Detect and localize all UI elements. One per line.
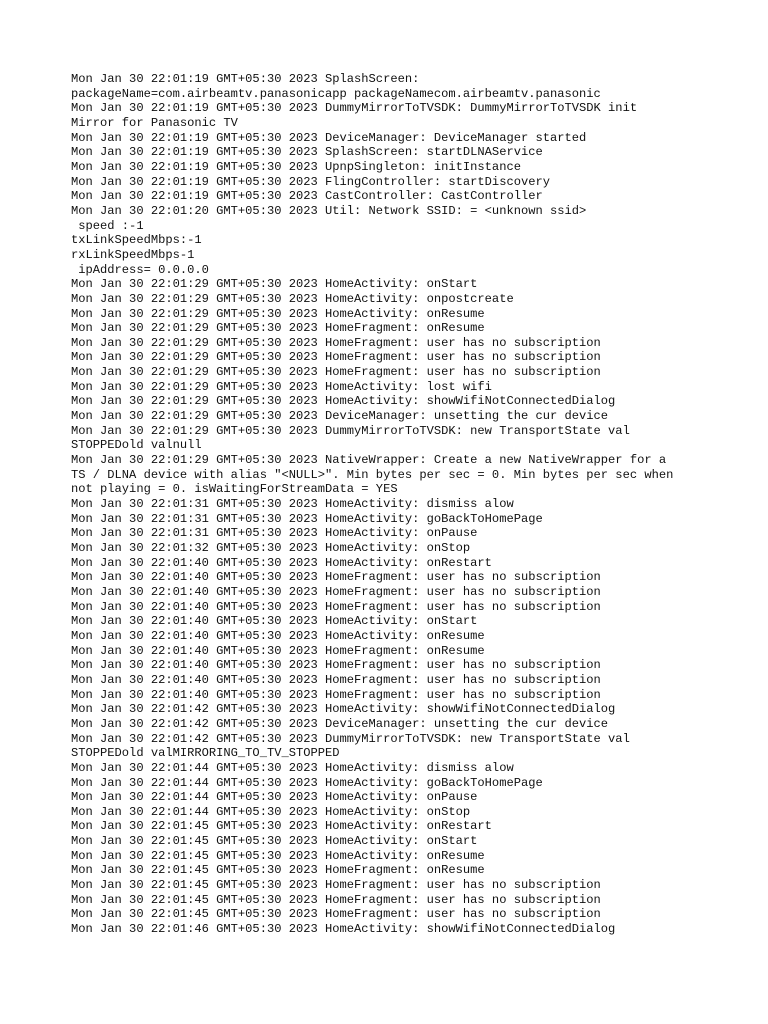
log-line: Mon Jan 30 22:01:19 GMT+05:30 2023 CastController: CastController bbox=[71, 189, 543, 204]
log-line: Mon Jan 30 22:01:45 GMT+05:30 2023 HomeActivity: onResume bbox=[71, 848, 485, 863]
log-line: Mon Jan 30 22:01:19 GMT+05:30 2023 SplashScreen: startDLNAService bbox=[71, 145, 543, 160]
log-line: Mirror for Panasonic TV bbox=[71, 115, 238, 130]
log-line: Mon Jan 30 22:01:19 GMT+05:30 2023 FlingController: startDiscovery bbox=[71, 174, 550, 189]
log-line: Mon Jan 30 22:01:45 GMT+05:30 2023 HomeFragment: onResume bbox=[71, 863, 485, 878]
log-line: Mon Jan 30 22:01:44 GMT+05:30 2023 HomeActivity: onStop bbox=[71, 804, 471, 819]
log-line: Mon Jan 30 22:01:42 GMT+05:30 2023 HomeActivity: showWifiNotConnectedDialog bbox=[71, 702, 616, 717]
log-line: Mon Jan 30 22:01:32 GMT+05:30 2023 HomeActivity: onStop bbox=[71, 541, 471, 555]
log-line: Mon Jan 30 22:01:20 GMT+05:30 2023 Util: Network SSID: = <unknown ssid> bbox=[71, 203, 587, 218]
log-line: Mon Jan 30 22:01:31 GMT+05:30 2023 HomeActivity: dismiss alow bbox=[71, 497, 514, 512]
log-line: Mon Jan 30 22:01:40 GMT+05:30 2023 HomeFragment: user has no subscription bbox=[71, 584, 601, 599]
log-lines bbox=[71, 72, 711, 937]
log-line: not playing = 0. isWaitingForStreamData = YES bbox=[71, 482, 398, 497]
log-line: rxLinkSpeedMbps-1 bbox=[71, 247, 195, 262]
log-line: Mon Jan 30 22:01:29 GMT+05:30 2023 HomeActivity: onpostcreate bbox=[71, 291, 514, 306]
log-line: Mon Jan 30 22:01:44 GMT+05:30 2023 HomeActivity: dismiss alow bbox=[71, 760, 514, 775]
log-line: Mon Jan 30 22:01:29 GMT+05:30 2023 DeviceManager: unsetting the cur device bbox=[71, 409, 609, 424]
log-line: Mon Jan 30 22:01:19 GMT+05:30 2023 UpnpSingleton: initInstance bbox=[71, 159, 521, 174]
log-line: Mon Jan 30 22:01:19 GMT+05:30 2023 DeviceManager: DeviceManager started bbox=[71, 130, 587, 145]
log-line: Mon Jan 30 22:01:40 GMT+05:30 2023 HomeActivity: onResume bbox=[71, 628, 485, 643]
log-line: Mon Jan 30 22:01:29 GMT+05:30 2023 NativeWrapper: Create a new NativeWrapper for a bbox=[71, 453, 667, 468]
log-line: Mon Jan 30 22:01:29 GMT+05:30 2023 DummyMirrorToTVSDK: new TransportState val bbox=[71, 423, 630, 438]
log-line: txLinkSpeedMbps:-1 bbox=[71, 233, 202, 248]
log-line: Mon Jan 30 22:01:19 GMT+05:30 2023 DummyMirrorToTVSDK: DummyMirrorToTVSDK init bbox=[71, 101, 638, 116]
log-line: STOPPEDold valMIRRORING_TO_TV_STOPPED bbox=[71, 746, 340, 761]
log-line: Mon Jan 30 22:01:31 GMT+05:30 2023 HomeActivity: goBackToHomePage bbox=[71, 511, 543, 526]
log-line: Mon Jan 30 22:01:19 GMT+05:30 2023 SplashScreen: bbox=[71, 72, 420, 86]
log-line: Mon Jan 30 22:01:45 GMT+05:30 2023 HomeActivity: onRestart bbox=[71, 819, 492, 834]
log-line: speed :-1 bbox=[71, 218, 144, 233]
log-line: Mon Jan 30 22:01:29 GMT+05:30 2023 HomeFragment: onResume bbox=[71, 321, 485, 336]
log-line: TS / DLNA device with alias "<NULL>". Min bytes per sec = 0. Min bytes per sec when bbox=[71, 467, 674, 482]
log-line: ipAddress= 0.0.0.0 bbox=[71, 262, 209, 277]
log-line: Mon Jan 30 22:01:40 GMT+05:30 2023 HomeFragment: user has no subscription bbox=[71, 570, 601, 585]
log-line: Mon Jan 30 22:01:40 GMT+05:30 2023 HomeFragment: user has no subscription bbox=[71, 599, 601, 614]
log-line: Mon Jan 30 22:01:29 GMT+05:30 2023 HomeFragment: user has no subscription bbox=[71, 350, 601, 365]
log-line: Mon Jan 30 22:01:29 GMT+05:30 2023 HomeFragment: user has no subscription bbox=[71, 335, 601, 350]
log-line: Mon Jan 30 22:01:40 GMT+05:30 2023 HomeFragment: user has no subscription bbox=[71, 672, 601, 687]
log-document bbox=[71, 72, 711, 937]
log-line: Mon Jan 30 22:01:29 GMT+05:30 2023 HomeActivity: showWifiNotConnectedDialog bbox=[71, 394, 616, 409]
log-line: Mon Jan 30 22:01:40 GMT+05:30 2023 HomeFragment: user has no subscription bbox=[71, 658, 601, 673]
log-line: Mon Jan 30 22:01:40 GMT+05:30 2023 HomeFragment: user has no subscription bbox=[71, 687, 601, 702]
log-line: Mon Jan 30 22:01:45 GMT+05:30 2023 HomeFragment: user has no subscription bbox=[71, 892, 601, 907]
log-line: Mon Jan 30 22:01:29 GMT+05:30 2023 HomeActivity: lost wifi bbox=[71, 379, 492, 394]
log-line: packageName=com.airbeamtv.panasonicapp packageNamecom.airbeamtv.panasonic bbox=[71, 86, 601, 101]
log-line: Mon Jan 30 22:01:45 GMT+05:30 2023 HomeFragment: user has no subscription bbox=[71, 878, 601, 893]
log-line: Mon Jan 30 22:01:29 GMT+05:30 2023 HomeFragment: user has no subscription bbox=[71, 365, 601, 380]
log-line: Mon Jan 30 22:01:40 GMT+05:30 2023 HomeFragment: onResume bbox=[71, 643, 485, 658]
log-line: STOPPEDold valnull bbox=[71, 438, 202, 453]
log-line: Mon Jan 30 22:01:40 GMT+05:30 2023 HomeActivity: onStart bbox=[71, 614, 478, 629]
log-line: Mon Jan 30 22:01:44 GMT+05:30 2023 HomeActivity: onPause bbox=[71, 790, 478, 805]
log-line: Mon Jan 30 22:01:46 GMT+05:30 2023 HomeActivity: showWifiNotConnectedDialog bbox=[71, 922, 616, 937]
log-line: Mon Jan 30 22:01:40 GMT+05:30 2023 HomeActivity: onRestart bbox=[71, 555, 492, 570]
log-line: Mon Jan 30 22:01:45 GMT+05:30 2023 HomeFragment: user has no subscription bbox=[71, 907, 601, 922]
log-line: Mon Jan 30 22:01:31 GMT+05:30 2023 HomeActivity: onPause bbox=[71, 526, 478, 541]
log-line: Mon Jan 30 22:01:29 GMT+05:30 2023 HomeActivity: onResume bbox=[71, 306, 485, 321]
log-line: Mon Jan 30 22:01:29 GMT+05:30 2023 HomeActivity: onStart bbox=[71, 277, 478, 292]
log-line: Mon Jan 30 22:01:42 GMT+05:30 2023 DeviceManager: unsetting the cur device bbox=[71, 716, 609, 731]
log-line: Mon Jan 30 22:01:42 GMT+05:30 2023 DummyMirrorToTVSDK: new TransportState val bbox=[71, 731, 630, 746]
log-line: Mon Jan 30 22:01:45 GMT+05:30 2023 HomeActivity: onStart bbox=[71, 834, 478, 849]
log-line: Mon Jan 30 22:01:44 GMT+05:30 2023 HomeActivity: goBackToHomePage bbox=[71, 775, 543, 790]
